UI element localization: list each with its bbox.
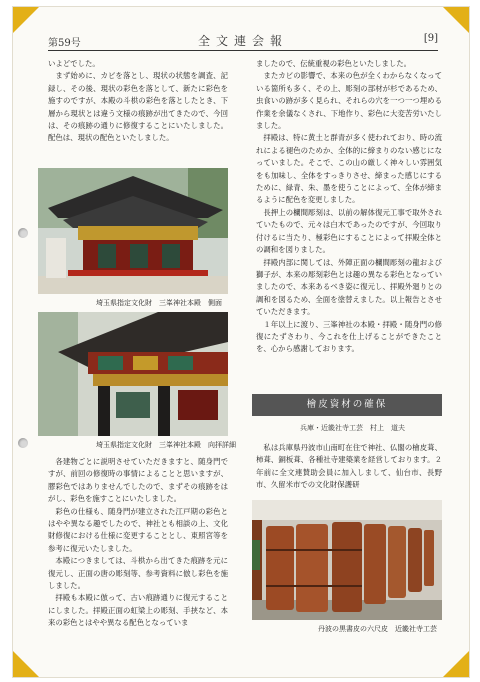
right-column-top-text	[256, 58, 442, 356]
corner-ornament-top-left	[13, 7, 39, 33]
left-column-top-text	[48, 58, 228, 145]
photo-caption: 埼玉県指定文化財 三峯神社本殿 向拝詳細	[96, 441, 236, 449]
page-number: [9]	[423, 33, 438, 44]
author-line: 兵庫・近畿社寺工芸 村上 道夫	[300, 424, 405, 432]
corner-ornament-top-right	[443, 7, 469, 33]
corner-ornament-bottom-left	[13, 651, 39, 677]
paragraph: 彩色の仕様も、随身門が建立された江戸期の彩色とはやや異なる趣でしたので、神社とも相談の上、文化財修復における仕様に変更することとし、東照宮等を参考に復元いたしました。	[48, 506, 228, 553]
binder-hole-top	[18, 228, 28, 238]
paragraph: 拝殿は、特に黄土と群青が多く使われており、時の流れによる褪色のためか、全体的に締まりのない感じになっていました。そこで、この山の厳しく神々しい雰囲気をも加味し、全体をすっきりさせ、締まった感じにするために、緑青、朱、墨を使うことによって、全体が締まるように配色を変更しました。	[256, 133, 442, 205]
paragraph: まず始めに、カビを落とし、現状の状態を調査、記録し、その後、現状の彩色を落として、新たに彩色を施すのですが、本殿の斗栱の彩色を落としたとき、下層から現状とは違う文様の痕跡が出てきたので、今回は、その痕跡の通りに修復することにいたしました。配色は、現状の配色といたしました。	[48, 71, 228, 143]
paragraph: 長押上の欄間彫刻は、以前の解体復元工事で取外されていたもので、元々は白木であったのですが、今回取り付けるに当たり、極彩色にすることによって拝殿全体との調和を図りました。	[256, 207, 442, 255]
photo-caption: 埼玉県指定文化財 三峯神社本殿 側面	[96, 299, 222, 307]
paragraph: 拝殿内部に関しては、外陣正面の欄間彫刻の龍および獅子が、本来の彫刻彩色とは趣の異なる彩色となっていましたので、本来あるべき姿に復元し、拝殿外廻りとの調和を図るため、全面を塗替えました。以上報告とさせていただきます。	[256, 257, 442, 317]
paragraph: またカビの影響で、本来の色が全くわからなくなっている箇所も多く、その上、彫刻の部材が杉であるため、虫食いの跡が多く見られ、それらの穴を一つ一つ埋める作業を余儀なくされ、下地作り、彩色に大変苦労いたしました。	[256, 71, 442, 131]
paragraph: ましたので、伝統重視の彩色といたしました。	[256, 59, 412, 68]
corner-ornament-bottom-right	[443, 651, 469, 677]
section-heading: 檜皮資材の確保	[252, 394, 442, 416]
binder-hole-bottom	[18, 438, 28, 448]
right-column-bottom-text	[256, 442, 442, 492]
shrine-side-photo	[38, 168, 228, 294]
paragraph: いよどでした。	[48, 59, 100, 68]
page-header	[48, 30, 438, 51]
bark-bundles-photo	[252, 500, 442, 620]
newsletter-title: 全文連会報	[198, 34, 289, 48]
paragraph: 本殿につきましては、斗栱から出てきた痕跡を元に復元し、正面の唐の彫刻等、参考資料に倣し彩色を施しました。	[48, 556, 228, 591]
paragraph: １年以上に渡り、三峯神社の本殿・拝殿・随身門の修復にたずさわり、今これを仕上げることができたことを、心から感謝しております。	[256, 319, 442, 354]
issue-number: 第59号	[48, 38, 81, 49]
shrine-detail-photo	[38, 312, 228, 436]
paragraph: 拝殿も本殿に倣って、古い痕跡通りに復元することにしました。拝殿正面の虹梁上の彫刻、手挟など、本来の彩色とはやや異なる配色となっていま	[48, 593, 228, 628]
photo-caption: 丹波の黒書皮の六尺皮 近畿社寺工芸	[318, 625, 437, 633]
left-column-bottom-text	[48, 456, 228, 630]
paragraph: 私は兵庫県丹波市山南町在住で神社、仏閣の檜皮葺、柿葺、銅板葺、各種社寺建築業を経営しております。２年前に全文連賛助会員に加入しまして、仙台市、長野市、久留米市での文化財保護研	[256, 443, 442, 490]
paragraph: 各建物ごとに説明させていただきますと、随身門ですが、前回の修復時の事情によることと思いますが、膠彩色ではありませんでしたので、まずその痕跡をはがし、彩色を施すことにいたしました。	[48, 457, 228, 504]
